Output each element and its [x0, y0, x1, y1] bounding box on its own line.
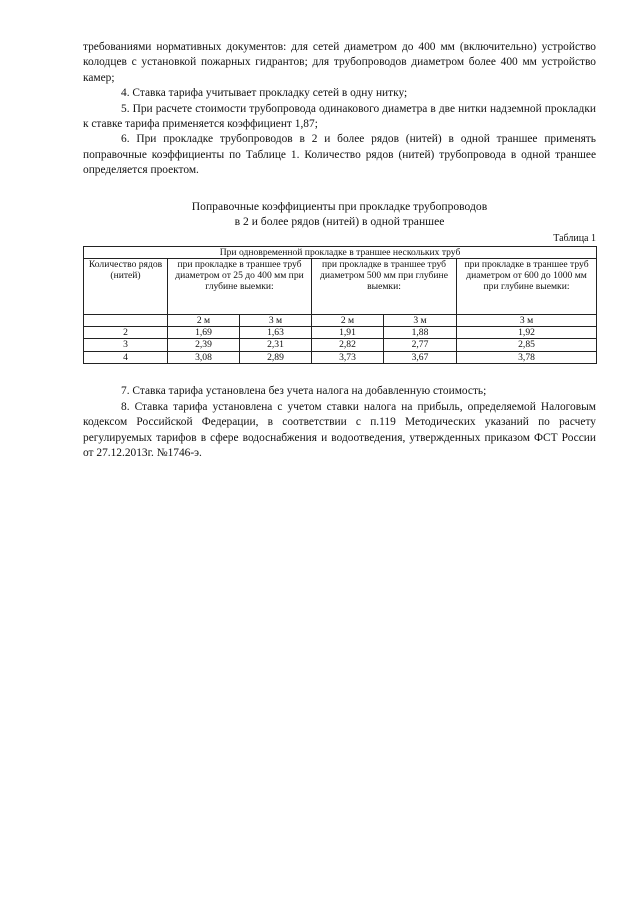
table-cell: 3,78 — [457, 351, 597, 363]
table-cell: 3,08 — [168, 351, 240, 363]
group-header: При одновременной прокладке в траншее нескольких труб — [84, 246, 597, 258]
table-row — [84, 327, 597, 339]
table-header-row — [84, 246, 597, 258]
depth-cell: 3 м — [457, 314, 597, 326]
table-title-line-2: в 2 и более рядов (нитей) в одной траншее — [234, 214, 445, 228]
table-cell: 4 — [84, 351, 168, 363]
table-header-row — [84, 258, 597, 314]
paragraph-5: 5. При расчете стоимости трубопровода одинакового диаметра в две нитки надземной прокладки к ставке тарифа применяется коэффициент 1,87; — [83, 102, 596, 131]
table-cell: 2,82 — [312, 339, 384, 351]
table-cell: 1,69 — [168, 327, 240, 339]
table-title-line-1: Поправочные коэффициенты при прокладке трубопроводов — [191, 199, 488, 213]
table-row — [84, 339, 597, 351]
table-depth-row — [84, 314, 597, 326]
table-cell: 3,73 — [312, 351, 384, 363]
paragraph-3-continuation: требованиями нормативных документов: для сетей диаметром до 400 мм (включительно) устройство колодцев с установкой пожарных гидрантов; для трубопроводов диаметром более 400 мм устройство камер; — [83, 41, 596, 84]
table-cell: 2,85 — [457, 339, 597, 351]
table-cell: 3,67 — [384, 351, 457, 363]
page-content — [83, 40, 596, 461]
table-cell: 2,39 — [168, 339, 240, 351]
header-diameter-500: при прокладке в траншее труб диаметром 500 мм при глубине выемки: — [312, 258, 457, 314]
table-number: Таблица 1 — [553, 232, 596, 244]
depth-cell: 3 м — [240, 314, 312, 326]
depth-cell: 3 м — [384, 314, 457, 326]
header-diameter-25-400: при прокладке в траншее труб диаметром от 25 до 400 мм при глубине выемки: — [168, 258, 312, 314]
header-diameter-600-1000: при прокладке в траншее труб диаметром от 600 до 1000 мм при глубине выемки: — [457, 258, 597, 314]
table-cell: 3 — [84, 339, 168, 351]
table-row — [84, 351, 597, 363]
table-cell: 1,88 — [384, 327, 457, 339]
table-cell: 1,63 — [240, 327, 312, 339]
table-cell-empty — [84, 314, 168, 326]
table-cell: 1,91 — [312, 327, 384, 339]
table-cell: 2 — [84, 327, 168, 339]
coefficients-table — [83, 246, 597, 365]
table-title — [83, 199, 596, 229]
paragraph-4: 4. Ставка тарифа учитывает прокладку сетей в одну нитку; — [121, 87, 408, 100]
table-cell: 1,92 — [457, 327, 597, 339]
depth-cell: 2 м — [312, 314, 384, 326]
depth-cell: 2 м — [168, 314, 240, 326]
table-cell: 2,31 — [240, 339, 312, 351]
table-cell: 2,77 — [384, 339, 457, 351]
table-cell: 2,89 — [240, 351, 312, 363]
paragraph-8: 8. Ставка тарифа установлена с учетом ставки налога на прибыль, определяемой Налоговым кодексом Российской Федерации, в соответствии с п.119 Методических указаний по расчету регулируемых тарифов в сфере водоснабжения и водоотведения, утвержденных приказом ФСТ России от 27.12.2013г. №1746-э. — [83, 400, 596, 459]
header-rows-count: Количество рядов (нитей) — [84, 258, 168, 314]
paragraph-6: 6. При прокладке трубопроводов в 2 и более рядов (нитей) в одной траншее применять поправочные коэффициенты по Таблице 1. Количество рядов (нитей) трубопровода в одной траншее определяется проектом. — [83, 133, 596, 177]
closing-paragraphs — [83, 384, 596, 461]
paragraph-7: 7. Ставка тарифа установлена без учета налога на добавленную стоимость; — [121, 385, 487, 398]
